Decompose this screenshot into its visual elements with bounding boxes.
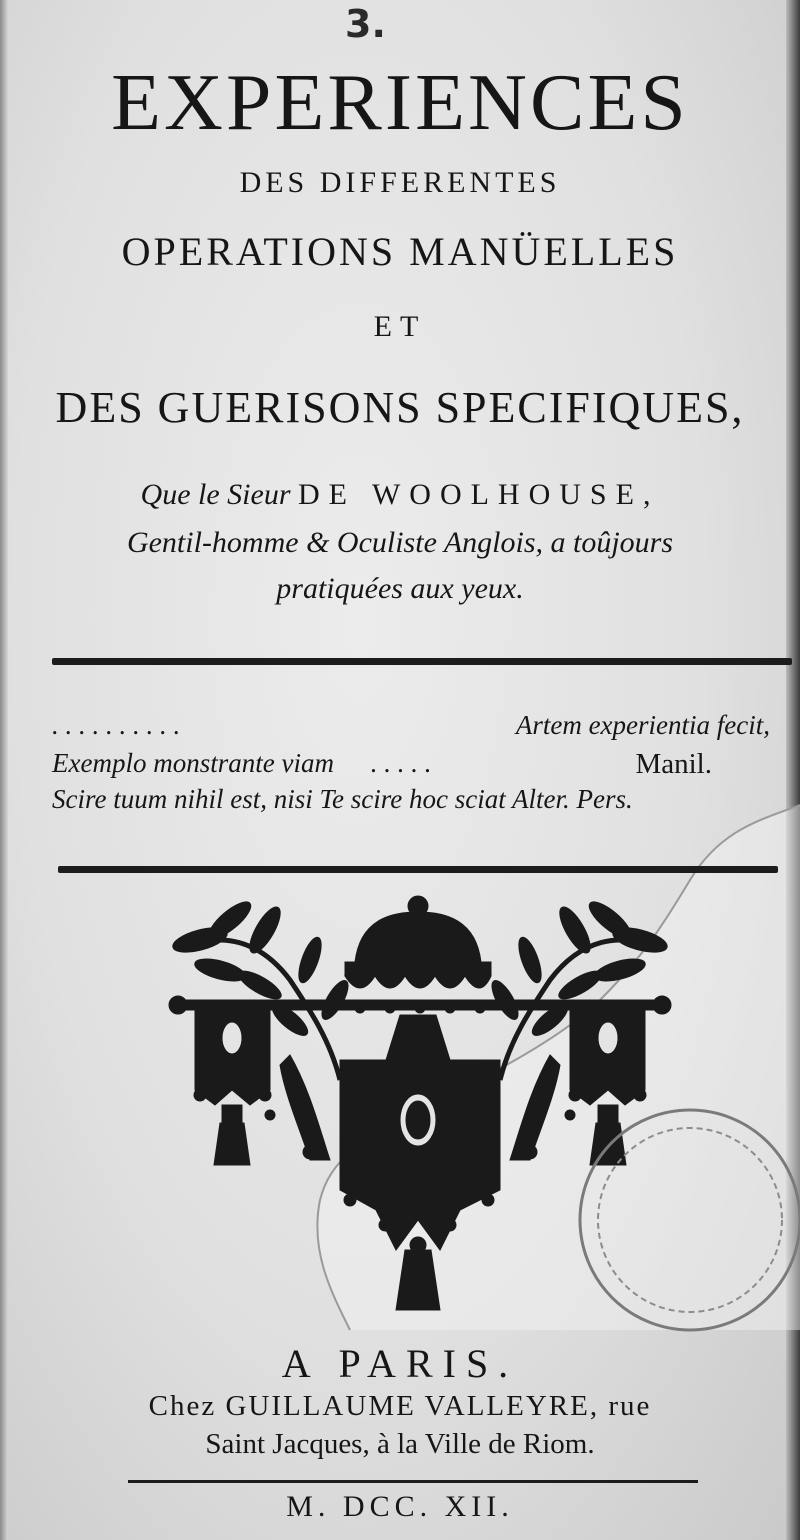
author-line-3: pratiquées aux yeux. (276, 572, 524, 605)
epigraph-line-2-dots: . . . . . (370, 748, 432, 778)
imprint-year: M. DCC. XII. (286, 1490, 514, 1523)
handwritten-shelfmark: 3. (345, 2, 386, 46)
author-line-2: Gentil-homme & Oculiste Anglois, a toûjours (126, 526, 674, 559)
horizontal-rule-bottom (58, 866, 778, 873)
library-stamp (540, 1100, 800, 1340)
author-line-1 (0, 478, 800, 512)
imprint-city: A PARIS. (281, 1341, 519, 1386)
imprint-rule (128, 1480, 698, 1483)
epigraph-line-1-text: Artem experientia fecit, (515, 710, 770, 740)
epigraph-line-2-source: Manil. (635, 748, 712, 780)
epigraph-line-2-text: Exemplo monstrante viam (52, 748, 334, 778)
subtitle-line-2: OPERATIONS MANÜELLES (121, 229, 679, 274)
epigraph-line-1-dots: . . . . . . . . . . (52, 710, 181, 740)
subtitle-line-1: DES DIFFERENTES (239, 166, 561, 199)
epigraph-line-2 (52, 748, 782, 779)
subtitle-line-4: DES GUERISONS SPECIFIQUES, (55, 383, 745, 432)
epigraph-line-3: Scire tuum nihil est, nisi Te scire hoc sciat Alter. Pers. (52, 784, 633, 814)
imprint-publisher: Chez GUILLAUME VALLEYRE, rue (148, 1390, 652, 1422)
horizontal-rule-top (52, 658, 792, 665)
book-title: EXPERIENCES (111, 59, 689, 147)
subtitle-line-3: ET (373, 310, 427, 343)
author-line-1-prefix: Que le Sieur (140, 478, 291, 511)
imprint-address: Saint Jacques, à la Ville de Riom. (205, 1428, 595, 1460)
epigraph-line-1 (52, 710, 782, 741)
author-name: DE WOOLHOUSE, (298, 478, 660, 511)
